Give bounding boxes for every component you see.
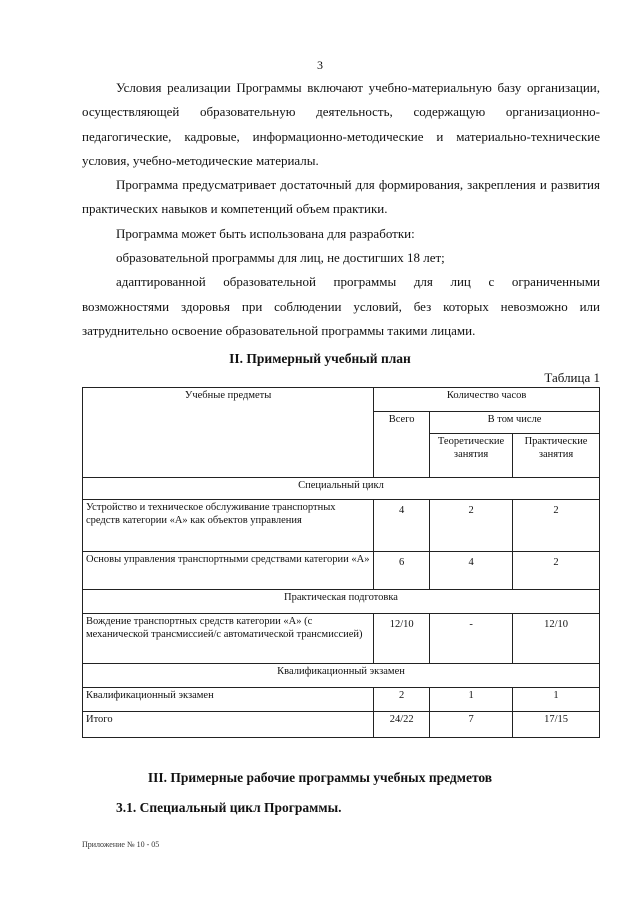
- hours-practice: 2: [513, 500, 600, 552]
- hours-total: 12/10: [374, 614, 430, 664]
- hours-total: 2: [374, 688, 430, 712]
- paragraph: Программа предусматривает достаточный для формирования, закрепления и развития практических навыков и компетенций объем практики.: [82, 177, 600, 217]
- hours-practice: 1: [513, 688, 600, 712]
- table-caption: Таблица 1: [544, 370, 600, 385]
- header-total: Всего: [374, 412, 430, 478]
- total-row: [83, 712, 600, 738]
- total-label: Итого: [83, 712, 374, 738]
- section-row: Квалификационный экзамен: [83, 664, 600, 688]
- section-row: Специальный цикл: [83, 478, 600, 500]
- curriculum-table: [82, 387, 600, 738]
- header-including: В том числе: [430, 412, 600, 434]
- header-practice: Практические занятия: [513, 434, 600, 478]
- subsection-title: 3.1. Специальный цикл Программы.: [116, 800, 342, 815]
- paragraph: Программа может быть использована для разработки:: [116, 225, 415, 241]
- subject-name: Квалификационный экзамен: [83, 688, 374, 712]
- hours-theory: 4: [430, 552, 513, 590]
- paragraph: Условия реализации Программы включают учебно-материальную базу организации, осуществляющей образовательную деятельность, содержащую организационно-педагогические, кадровые, информационно-методические и материально-технические условия, учебно-методические материалы.: [82, 80, 600, 168]
- subject-name: Устройство и техническое обслуживание транспортных средств категории «А» как объектов управления: [83, 500, 374, 552]
- hours-total: 24/22: [374, 712, 430, 738]
- body-text: [82, 76, 600, 343]
- table-row: [83, 688, 600, 712]
- paragraph: образовательной программы для лиц, не достигших 18 лет;: [116, 250, 445, 266]
- paragraph: адаптированной образовательной программы для лиц с ограниченными возможностями здоровья при соблюдении условий, без которых невозможно или затруднительно освоение образовательной программы такими лицами.: [82, 274, 600, 338]
- hours-practice: 17/15: [513, 712, 600, 738]
- section-3-title: III. Примерные рабочие программы учебных предметов: [147, 770, 493, 785]
- subject-name: Основы управления транспортными средствами категории «А»: [83, 552, 374, 590]
- table-row: [83, 552, 600, 590]
- header-subjects: Учебные предметы: [83, 388, 374, 478]
- section-2-title: II. Примерный учебный план: [229, 351, 411, 366]
- header-hours: Количество часов: [374, 388, 600, 412]
- hours-theory: 7: [430, 712, 513, 738]
- hours-total: 6: [374, 552, 430, 590]
- footer-note: Приложение № 10 - 05: [82, 840, 160, 849]
- hours-theory: 2: [430, 500, 513, 552]
- section-row: Практическая подготовка: [83, 590, 600, 614]
- hours-theory: -: [430, 614, 513, 664]
- hours-practice: 12/10: [513, 614, 600, 664]
- table-row: [83, 614, 600, 664]
- hours-theory: 1: [430, 688, 513, 712]
- table-row: [83, 500, 600, 552]
- hours-practice: 2: [513, 552, 600, 590]
- subject-name: Вождение транспортных средств категории «А» (с механической трансмиссией/с автоматической трансмиссией): [83, 614, 374, 664]
- hours-total: 4: [374, 500, 430, 552]
- header-theory: Теоретические занятия: [430, 434, 513, 478]
- page-number: 3: [317, 58, 323, 72]
